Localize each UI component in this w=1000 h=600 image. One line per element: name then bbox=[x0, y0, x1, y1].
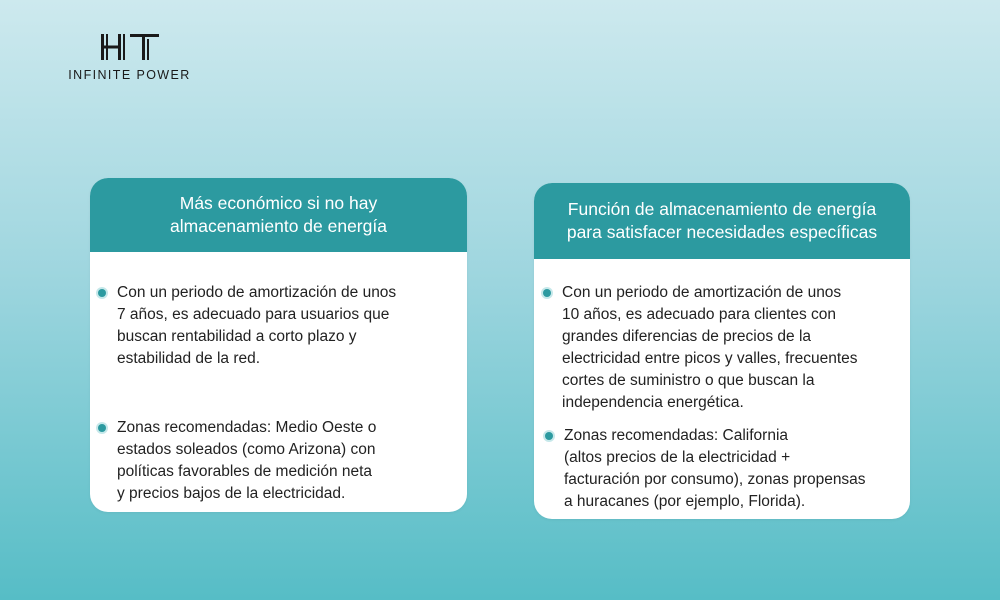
brand-name: INFINITE POWER bbox=[68, 68, 191, 82]
brand-logo bbox=[47, 32, 212, 82]
list-item bbox=[543, 282, 858, 414]
text-line: electricidad entre picos y valles, frecuentes bbox=[562, 350, 858, 367]
list-item-text bbox=[117, 417, 376, 505]
list-item-text bbox=[564, 425, 866, 513]
bullet-icon bbox=[98, 289, 106, 297]
card-title-line: almacenamiento de energía bbox=[170, 216, 387, 236]
card-title bbox=[534, 183, 910, 259]
card-title-line: Función de almacenamiento de energía bbox=[567, 199, 877, 219]
text-line: 10 años, es adecuado para clientes con bbox=[562, 306, 837, 323]
text-line: Zonas recomendadas: California bbox=[564, 427, 789, 444]
bullet-icon bbox=[98, 424, 106, 432]
text-line: Zonas recomendadas: Medio Oeste o bbox=[117, 419, 377, 436]
card-economic bbox=[90, 178, 467, 512]
bullet-icon bbox=[543, 289, 551, 297]
bullet-icon bbox=[545, 432, 553, 440]
list-item bbox=[98, 417, 376, 505]
text-line: independencia energética. bbox=[562, 394, 744, 411]
text-line: a huracanes (por ejemplo, Florida). bbox=[564, 493, 806, 510]
text-line: buscan rentabilidad a corto plazo y bbox=[117, 328, 357, 345]
text-line: estados soleados (como Arizona) con bbox=[117, 441, 376, 458]
text-line: Con un periodo de amortización de unos bbox=[117, 284, 397, 301]
list-item-text bbox=[562, 282, 858, 414]
card-storage bbox=[534, 183, 910, 519]
text-line: políticas favorables de medición neta bbox=[117, 463, 373, 480]
text-line: facturación por consumo), zonas propensas bbox=[564, 471, 866, 488]
list-item bbox=[545, 425, 866, 513]
ht-logo-icon bbox=[99, 32, 161, 62]
text-line: 7 años, es adecuado para usuarios que bbox=[117, 306, 390, 323]
text-line: grandes diferencias de precios de la bbox=[562, 328, 812, 345]
text-line: Con un periodo de amortización de unos bbox=[562, 284, 842, 301]
list-item-text bbox=[117, 282, 396, 370]
card-title-line: Más económico si no hay bbox=[179, 193, 378, 213]
card-title-line: para satisfacer necesidades específicas bbox=[566, 222, 878, 242]
card-title bbox=[90, 178, 467, 252]
text-line: (altos precios de la electricidad + bbox=[564, 449, 791, 466]
text-line: y precios bajos de la electricidad. bbox=[117, 485, 346, 502]
text-line: estabilidad de la red. bbox=[117, 350, 261, 367]
list-item bbox=[98, 282, 396, 370]
text-line: cortes de suministro o que buscan la bbox=[562, 372, 815, 389]
